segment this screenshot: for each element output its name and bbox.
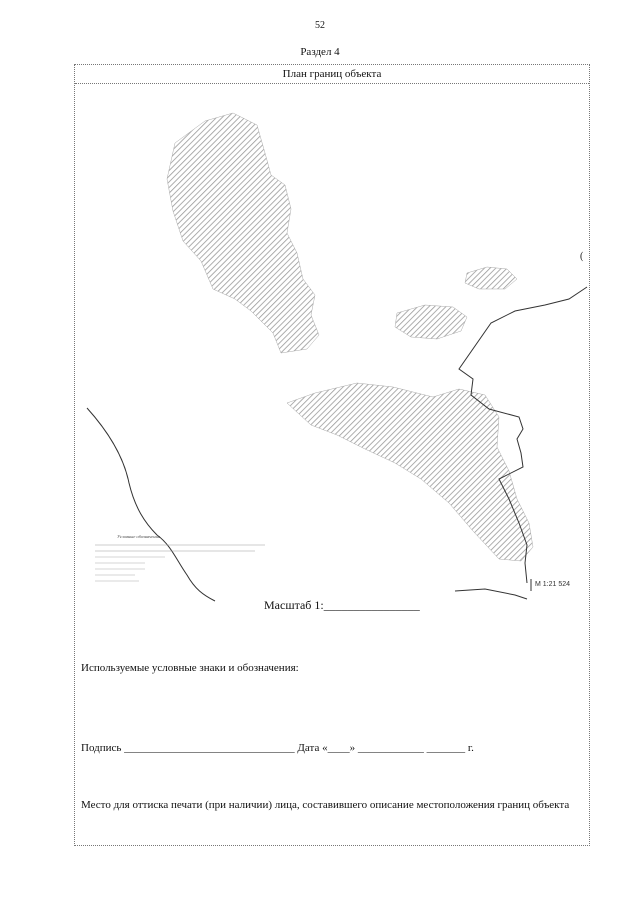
road-line-left (87, 408, 215, 601)
parcel-small-right (465, 267, 517, 289)
plan-header: План границ объекта (75, 65, 589, 84)
scale-line: Масштаб 1:________________ (264, 598, 420, 612)
edge-symbol: ( (580, 251, 584, 262)
page-number: 52 (315, 20, 325, 31)
document-frame (74, 64, 590, 846)
boundary-map (75, 83, 589, 603)
legend-caption: Используемые условные знаки и обозначения: (81, 662, 299, 674)
section-title: Раздел 4 (300, 46, 340, 58)
boundary-line-bottom (455, 589, 527, 599)
inner-legend-heading: Условные обозначения (117, 534, 160, 539)
parcel-lower (287, 383, 533, 561)
parcel-upper (167, 113, 319, 353)
signature-line: Подпись _______________________________ Дата «____» ____________ _______ г. (81, 742, 474, 754)
parcel-small-center (395, 305, 467, 339)
stamp-text: Место для оттиска печати (при наличии) лица, составившего описание местоположения границ объекта (81, 799, 570, 811)
inner-legend (95, 534, 265, 581)
map-scale-label: М 1:21 524 (535, 581, 571, 588)
